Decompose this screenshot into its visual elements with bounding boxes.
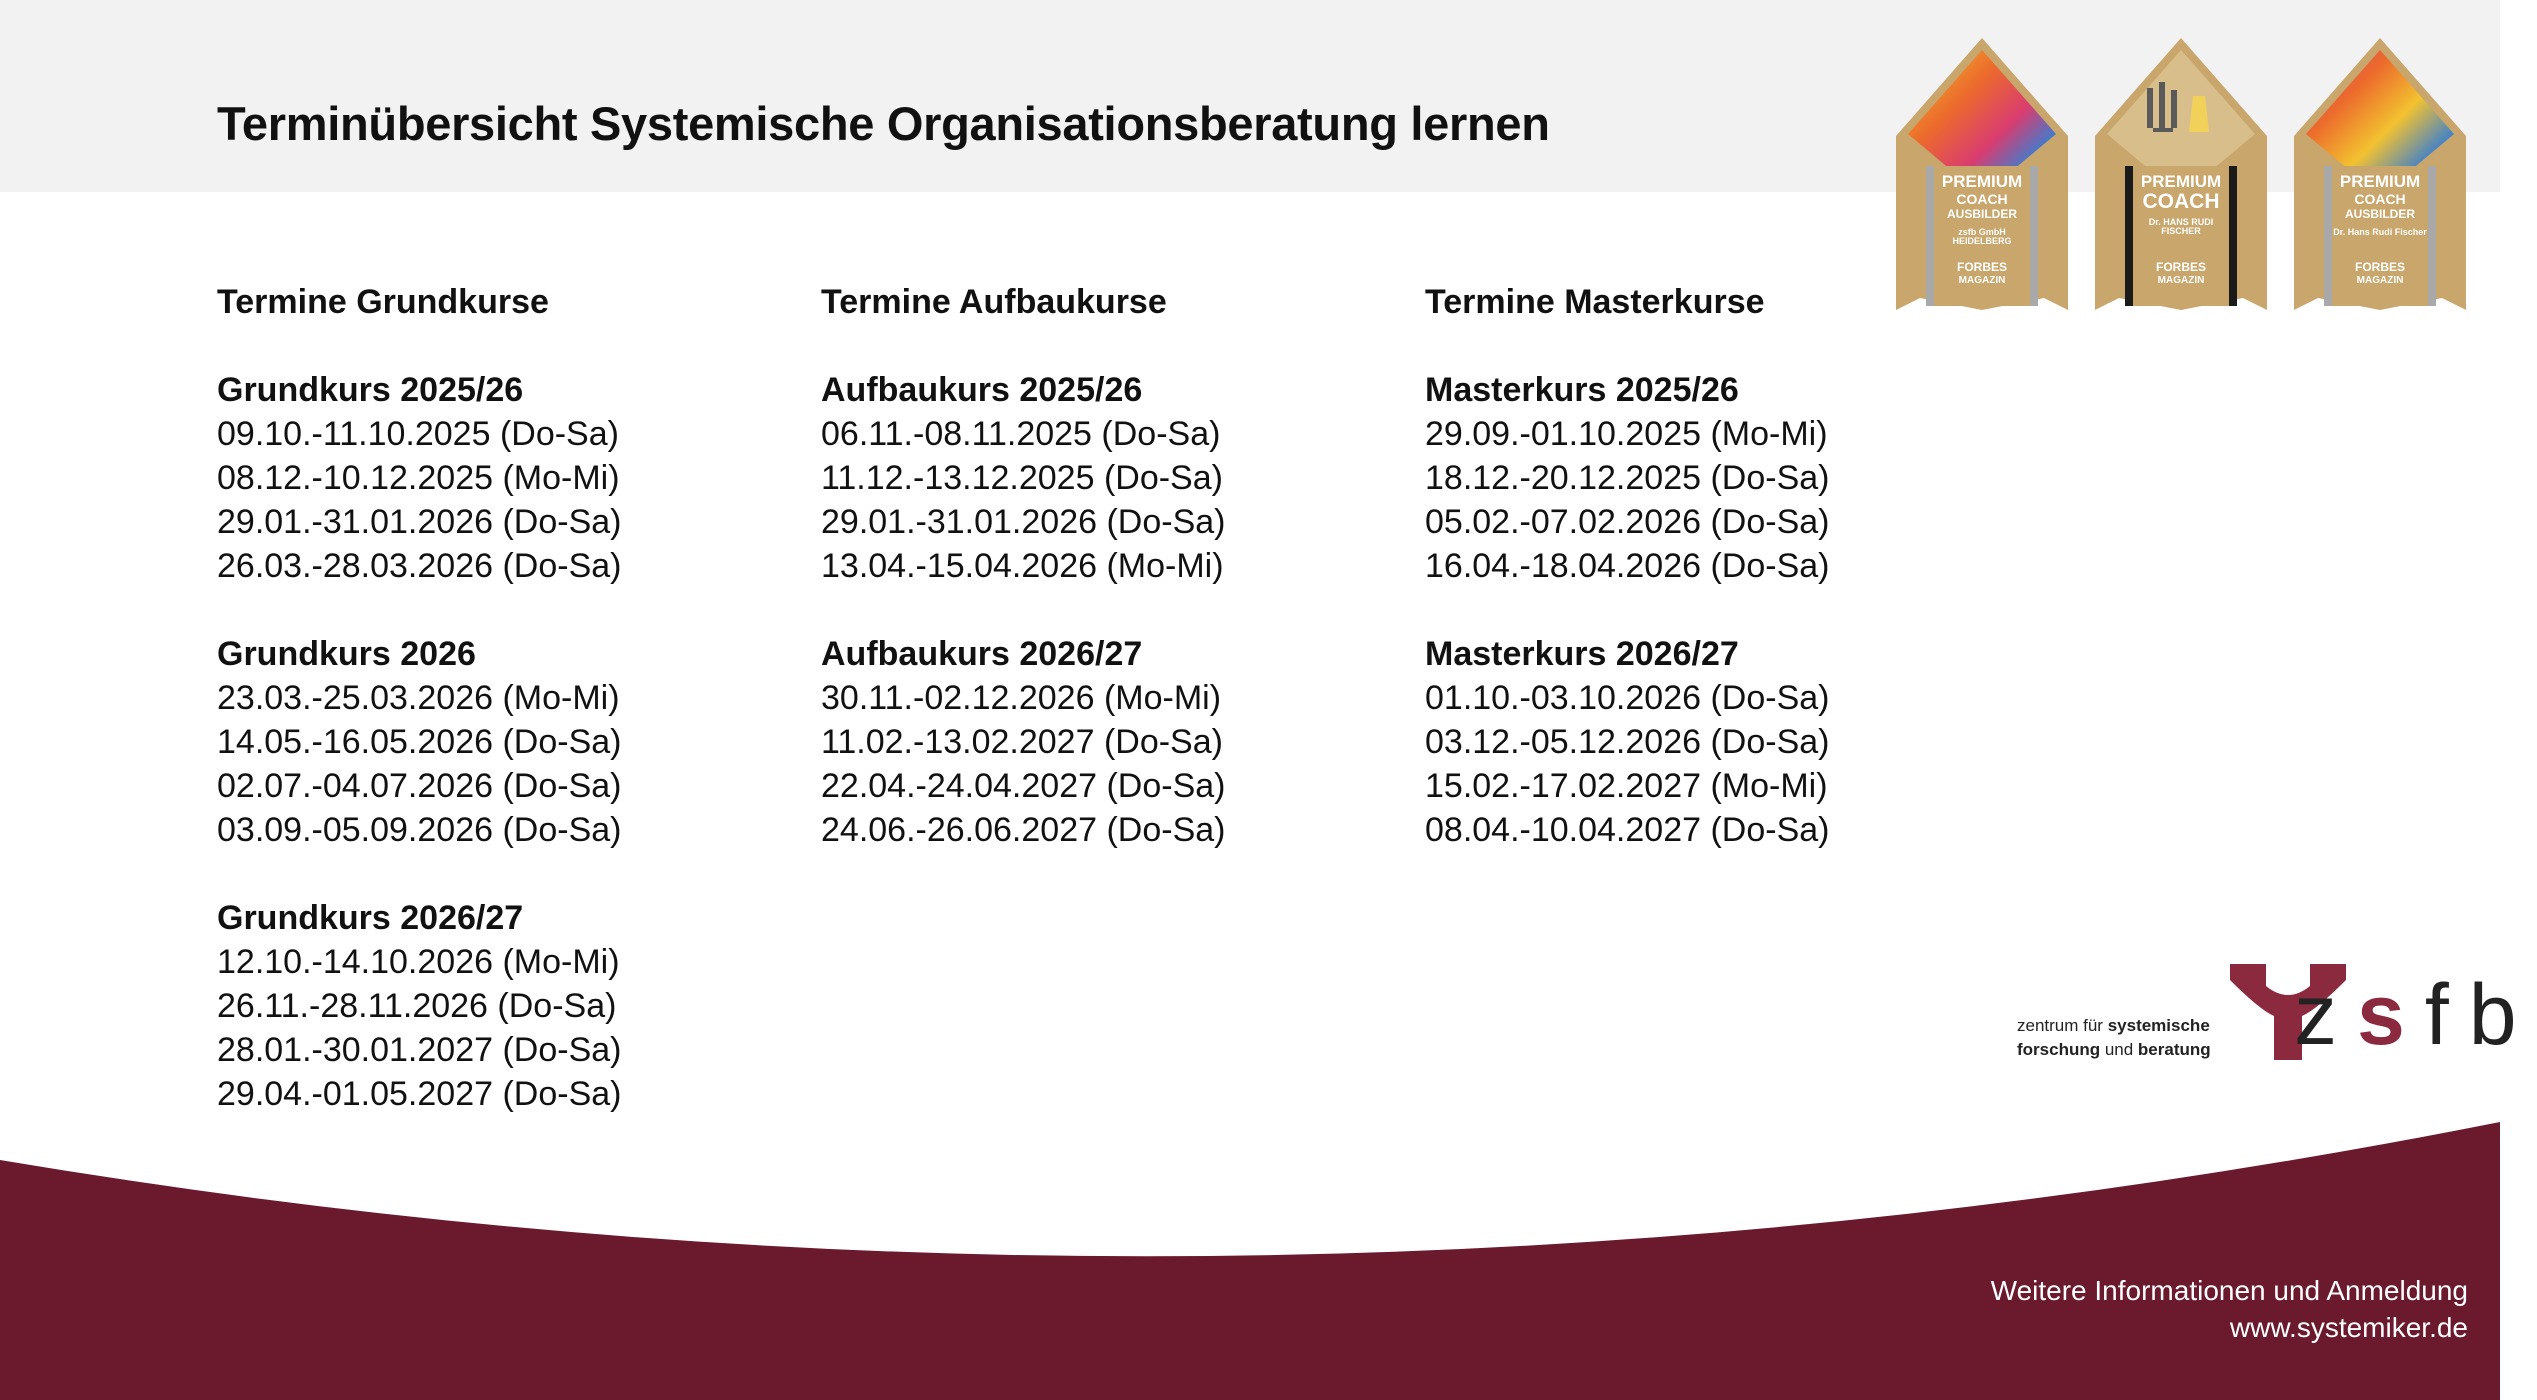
date-line: 02.07.-04.07.2026 (Do-Sa) (217, 767, 622, 805)
logo-tagline-line1 (2017, 1016, 2210, 1036)
badge-magazin-label: MAGAZIN (2157, 275, 2205, 286)
course-group (217, 632, 777, 852)
logo-letter: fb (2424, 967, 2537, 1063)
course-group (821, 368, 1381, 588)
logo-letters (2294, 967, 2537, 1063)
course-group-title: Masterkurs 2026/27 (1425, 635, 1739, 673)
badge-premium-label: PREMIUM (1941, 172, 2023, 191)
column-grundkurse (217, 280, 777, 1160)
column-heading: Termine Aufbaukurse (821, 283, 1167, 321)
date-line: 03.12.-05.12.2026 (Do-Sa) (1425, 723, 1830, 761)
premium-coach-badge (2093, 36, 2269, 312)
badge-coach-label: COACH (2354, 191, 2406, 207)
logo-letter: z (2294, 967, 2357, 1063)
date-line: 14.05.-16.05.2026 (Do-Sa) (217, 723, 622, 761)
course-group (217, 896, 777, 1116)
badge-magazin-label: MAGAZIN (2356, 275, 2404, 286)
footer-wave-band (0, 1110, 2500, 1400)
logo-text-part: zentrum für (2017, 1016, 2108, 1035)
logo-letter-accent: s (2357, 967, 2425, 1063)
column-aufbaukurse (821, 280, 1381, 896)
date-line: 22.04.-24.04.2027 (Do-Sa) (821, 767, 1226, 805)
course-group (1425, 368, 1985, 588)
date-line: 08.04.-10.04.2027 (Do-Sa) (1425, 811, 1830, 849)
badge-forbes-label: FORBES (1956, 260, 2007, 274)
date-line: 08.12.-10.12.2025 (Mo-Mi) (217, 459, 620, 497)
date-line: 01.10.-03.10.2026 (Do-Sa) (1425, 679, 1830, 717)
premium-coach-badge (1894, 36, 2070, 312)
badge-forbes-label: FORBES (2354, 260, 2405, 274)
footer-info-text: Weitere Informationen und Anmeldung (1990, 1275, 2468, 1306)
column-heading: Termine Masterkurse (1425, 283, 1765, 321)
date-line: 28.01.-30.01.2027 (Do-Sa) (217, 1031, 622, 1069)
date-line: 03.09.-05.09.2026 (Do-Sa) (217, 811, 622, 849)
course-group (1425, 632, 1985, 852)
date-line: 11.02.-13.02.2027 (Do-Sa) (821, 723, 1223, 761)
date-line: 05.02.-07.02.2026 (Do-Sa) (1425, 503, 1830, 541)
logo-text-part: beratung (2137, 1040, 2211, 1059)
column-masterkurse (1425, 280, 1985, 896)
course-group-title: Grundkurs 2026/27 (217, 899, 524, 937)
date-line: 15.02.-17.02.2027 (Mo-Mi) (1425, 767, 1828, 805)
badge-coach-label: COACH (1956, 191, 2008, 207)
course-group (217, 368, 777, 588)
date-line: 26.03.-28.03.2026 (Do-Sa) (217, 547, 622, 585)
logo-text-part: und (2100, 1040, 2138, 1059)
date-line: 09.10.-11.10.2025 (Do-Sa) (217, 415, 619, 453)
logo-text-part: forschung (2017, 1040, 2101, 1059)
logo-tagline-line2 (2017, 1040, 2211, 1060)
course-group-title: Aufbaukurs 2025/26 (821, 371, 1143, 409)
date-line: 30.11.-02.12.2026 (Mo-Mi) (821, 679, 1222, 717)
date-line: 29.01.-31.01.2026 (Do-Sa) (821, 503, 1226, 541)
badge-coach-label: COACH (2142, 190, 2220, 213)
course-group-title: Grundkurs 2025/26 (217, 371, 524, 409)
date-line: 24.06.-26.06.2027 (Do-Sa) (821, 811, 1226, 849)
badge-magazin-label: MAGAZIN (1958, 275, 2006, 286)
badge-ausbilder-label: AUSBILDER (1946, 207, 2017, 221)
page-title: Terminübersicht Systemische Organisationsberatung lernen (217, 97, 1550, 150)
date-line: 23.03.-25.03.2026 (Mo-Mi) (217, 679, 620, 717)
premium-coach-badge (2292, 36, 2468, 312)
course-group-title: Masterkurs 2025/26 (1425, 371, 1739, 409)
badge-holder-label: Dr. Hans Rudi Fischer (2333, 227, 2427, 237)
date-line: 26.11.-28.11.2026 (Do-Sa) (217, 987, 617, 1025)
badge-premium-label: PREMIUM (2140, 172, 2222, 191)
badge-holder-label: Dr. HANS RUDI FISCHER (2148, 217, 2214, 236)
column-heading: Termine Grundkurse (217, 283, 549, 321)
date-line: 11.12.-13.12.2025 (Do-Sa) (821, 459, 1223, 497)
date-line: 16.04.-18.04.2026 (Do-Sa) (1425, 547, 1830, 585)
badge-ausbilder-label: AUSBILDER (2344, 207, 2415, 221)
badge-premium-label: PREMIUM (2339, 172, 2421, 191)
date-line: 12.10.-14.10.2026 (Mo-Mi) (217, 943, 620, 981)
course-group (821, 632, 1381, 852)
course-group-title: Grundkurs 2026 (217, 635, 476, 673)
course-group-title: Aufbaukurs 2026/27 (821, 635, 1143, 673)
badge-holder-label: zsfb GmbH HEIDELBERG (1952, 227, 2012, 246)
zsfb-logo (2010, 960, 2537, 1070)
award-badges (1894, 36, 2454, 316)
date-line: 18.12.-20.12.2025 (Do-Sa) (1425, 459, 1830, 497)
footer-website-link[interactable]: www.systemiker.de (2229, 1312, 2468, 1343)
logo-text-part: systemische (2107, 1016, 2210, 1035)
date-line: 29.01.-31.01.2026 (Do-Sa) (217, 503, 622, 541)
badge-forbes-label: FORBES (2155, 260, 2206, 274)
date-line: 29.04.-01.05.2027 (Do-Sa) (217, 1075, 622, 1113)
date-line: 06.11.-08.11.2025 (Do-Sa) (821, 415, 1221, 453)
date-line: 29.09.-01.10.2025 (Mo-Mi) (1425, 415, 1828, 453)
date-line: 13.04.-15.04.2026 (Mo-Mi) (821, 547, 1224, 585)
